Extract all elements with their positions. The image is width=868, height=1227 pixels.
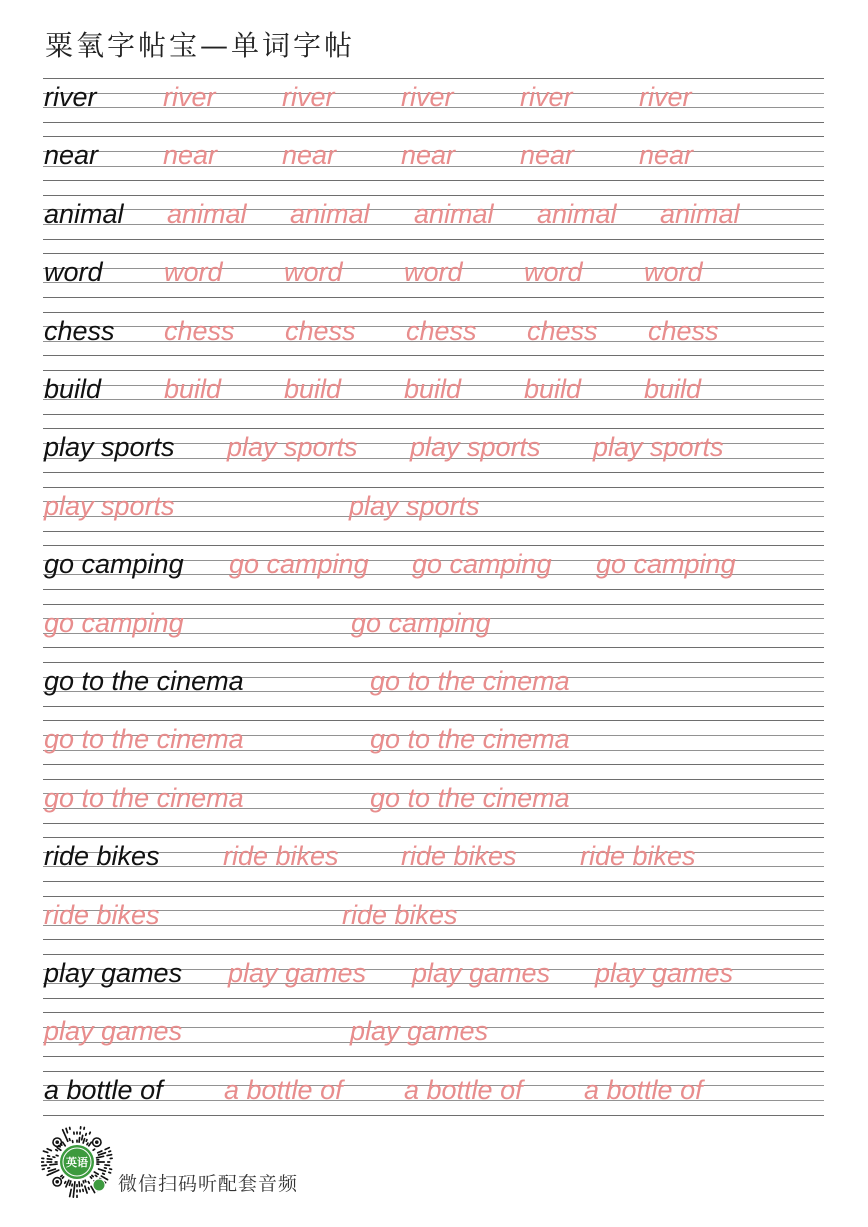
- qr-module: [85, 1186, 86, 1188]
- trace-word: go to the cinema: [370, 666, 570, 696]
- qr-module: [90, 1142, 91, 1143]
- practice-row: [0, 78, 868, 123]
- practice-row: [0, 1071, 868, 1116]
- qr-module: [59, 1149, 60, 1150]
- ruling-line: [43, 764, 824, 765]
- qr-module: [94, 1191, 95, 1193]
- qr-module: [65, 1182, 66, 1184]
- trace-word: animal: [290, 198, 370, 229]
- qr-module: [86, 1140, 87, 1142]
- mini-program-code-icon: [41, 1126, 113, 1198]
- practice-row: [0, 487, 868, 532]
- model-word: animal: [44, 198, 124, 229]
- qr-module: [83, 1141, 84, 1143]
- trace-word: a bottle of: [404, 1074, 523, 1105]
- ruling-line: [43, 647, 824, 648]
- qr-module: [98, 1152, 100, 1153]
- trace-word: word: [524, 257, 583, 288]
- trace-word: play sports: [593, 432, 724, 463]
- ruling-line: [43, 896, 824, 897]
- practice-row: [0, 545, 868, 590]
- qr-module: [108, 1148, 110, 1149]
- ruling-line: [43, 531, 824, 532]
- ruling-line: [43, 939, 824, 940]
- model-word: ride bikes: [44, 841, 160, 872]
- trace-word: animal: [660, 198, 740, 229]
- qr-module: [69, 1184, 70, 1186]
- trace-word: near: [401, 140, 456, 171]
- qr-module: [91, 1186, 92, 1188]
- model-word: go to the cinema: [44, 666, 244, 696]
- trace-word: go camping: [596, 549, 736, 580]
- qr-module: [64, 1144, 65, 1145]
- qr-module: [57, 1170, 59, 1171]
- qr-module: [70, 1181, 71, 1183]
- qr-module: [57, 1148, 58, 1149]
- qr-module: [92, 1189, 93, 1191]
- qr-module: [62, 1177, 63, 1178]
- trace-word: chess: [285, 315, 356, 346]
- practice-row: [0, 662, 868, 707]
- qr-module: [88, 1188, 89, 1190]
- model-word: play sports: [44, 432, 175, 463]
- ruling-line: [43, 1056, 824, 1057]
- qr-module: [93, 1149, 94, 1150]
- ruling-line: [43, 720, 824, 721]
- trace-word: ride bikes: [401, 841, 517, 872]
- practice-row: [0, 779, 868, 824]
- trace-word: word: [284, 257, 343, 288]
- qr-module: [101, 1176, 103, 1177]
- trace-word: animal: [537, 198, 617, 229]
- qr-module: [99, 1154, 101, 1155]
- qr-finder-dot: [55, 1180, 59, 1184]
- ruling-line: [43, 355, 824, 356]
- practice-row: [0, 604, 868, 649]
- qr-module: [89, 1144, 90, 1145]
- qr-module: [64, 1132, 65, 1134]
- qr-module: [67, 1183, 68, 1185]
- trace-word: go camping: [229, 549, 369, 580]
- trace-word: go to the cinema: [44, 782, 244, 813]
- qr-module: [90, 1132, 91, 1134]
- qr-module: [66, 1128, 67, 1130]
- trace-word: go to the cinema: [370, 782, 570, 813]
- qr-module: [104, 1177, 106, 1178]
- qr-module: [68, 1180, 69, 1182]
- ruling-line: [43, 239, 824, 240]
- model-word: word: [44, 257, 103, 288]
- qr-module: [105, 1149, 107, 1150]
- trace-word: near: [163, 140, 218, 171]
- trace-word: ride bikes: [580, 841, 696, 872]
- qr-module: [87, 1191, 88, 1193]
- ruling-line: [43, 662, 824, 663]
- qr-module: [94, 1172, 96, 1173]
- trace-word: chess: [164, 315, 235, 346]
- trace-word: word: [164, 257, 223, 288]
- qr-module: [104, 1153, 106, 1154]
- qr-module: [103, 1173, 105, 1174]
- qr-module: [65, 1135, 66, 1137]
- trace-word: play games: [228, 958, 367, 988]
- qr-module: [50, 1150, 52, 1151]
- trace-word: go to the cinema: [370, 724, 570, 755]
- trace-word: play games: [595, 958, 734, 988]
- practice-row: [0, 253, 868, 298]
- qr-module: [43, 1151, 45, 1152]
- ruling-line: [43, 180, 824, 181]
- qr-module: [67, 1131, 68, 1133]
- qr-module: [50, 1173, 52, 1174]
- qr-module: [56, 1155, 58, 1156]
- qr-module: [55, 1171, 57, 1172]
- ruling-line: [43, 312, 824, 313]
- qr-module: [101, 1170, 103, 1171]
- qr-module: [97, 1173, 99, 1174]
- trace-word: ride bikes: [44, 899, 160, 930]
- qr-module: [67, 1140, 68, 1142]
- footer-caption: 微信扫码听配套音频: [118, 1173, 299, 1195]
- trace-word: chess: [406, 315, 477, 346]
- qr-module: [109, 1151, 111, 1152]
- trace-word: word: [404, 257, 463, 288]
- qr-module: [87, 1143, 88, 1145]
- trace-word: play sports: [410, 432, 541, 463]
- trace-word: play sports: [44, 490, 175, 521]
- trace-word: ride bikes: [223, 841, 339, 872]
- trace-word: chess: [648, 315, 719, 346]
- practice-row: [0, 136, 868, 181]
- trace-word: build: [404, 374, 462, 404]
- model-word: play games: [44, 958, 183, 988]
- qr-module: [95, 1175, 96, 1176]
- trace-word: ride bikes: [342, 899, 458, 930]
- trace-word: build: [164, 374, 222, 404]
- qr-module: [109, 1172, 111, 1173]
- qr-module: [63, 1130, 64, 1132]
- ruling-line: [43, 589, 824, 590]
- qr-module: [86, 1134, 87, 1136]
- ruling-line: [43, 1115, 824, 1116]
- trace-word: near: [639, 140, 694, 171]
- trace-word: river: [520, 82, 573, 112]
- trace-word: go camping: [44, 607, 184, 638]
- qr-finder-dot: [95, 1140, 99, 1144]
- practice-row: [0, 1012, 868, 1057]
- qr-module: [86, 1189, 87, 1191]
- qr-finder-dot: [55, 1140, 59, 1144]
- qr-module: [47, 1175, 49, 1176]
- qr-module: [56, 1150, 58, 1151]
- trace-word: play games: [412, 958, 551, 988]
- trace-word: go camping: [412, 549, 552, 580]
- qr-badge-icon: [93, 1179, 105, 1191]
- trace-word: play sports: [349, 490, 480, 521]
- trace-word: near: [282, 140, 337, 171]
- qr-module: [88, 1182, 89, 1184]
- qr-module: [66, 1185, 67, 1187]
- qr-module: [63, 1142, 64, 1143]
- practice-row: [0, 896, 868, 941]
- qr-module: [47, 1149, 49, 1150]
- qr-module: [106, 1179, 108, 1180]
- trace-word: chess: [527, 315, 598, 346]
- trace-word: build: [284, 374, 342, 404]
- trace-word: play sports: [227, 432, 358, 463]
- model-word: go camping: [44, 549, 184, 580]
- qr-module: [104, 1171, 106, 1172]
- qr-module: [84, 1139, 85, 1141]
- qr-module: [69, 1139, 70, 1141]
- qr-module: [51, 1170, 53, 1171]
- ruling-line: [43, 136, 824, 137]
- qr-module: [92, 1175, 93, 1176]
- model-word: river: [44, 82, 97, 112]
- trace-word: animal: [167, 198, 247, 229]
- practice-row: [0, 312, 868, 357]
- qr-module: [52, 1172, 54, 1173]
- practice-row: [0, 370, 868, 415]
- trace-word: build: [644, 374, 702, 404]
- ruling-line: [43, 414, 824, 415]
- ruling-line: [43, 297, 824, 298]
- trace-word: river: [639, 82, 692, 112]
- ruling-line: [43, 998, 824, 999]
- trace-word: build: [524, 374, 582, 404]
- ruling-line: [43, 428, 824, 429]
- practice-row: [0, 954, 868, 999]
- practice-row: [0, 837, 868, 882]
- qr-module: [100, 1151, 102, 1152]
- model-word: build: [44, 374, 102, 404]
- trace-word: near: [520, 140, 575, 171]
- practice-row: [0, 720, 868, 765]
- ruling-line: [43, 122, 824, 123]
- page-title: 粟氧字帖宝—单词字帖: [45, 29, 356, 62]
- ruling-line: [43, 706, 824, 707]
- ruling-line: [43, 1012, 824, 1013]
- trace-word: word: [644, 257, 703, 288]
- ruling-line: [43, 487, 824, 488]
- trace-word: a bottle of: [224, 1074, 343, 1105]
- trace-word: a bottle of: [584, 1074, 703, 1105]
- ruling-line: [43, 78, 824, 79]
- trace-word: go camping: [351, 607, 491, 638]
- qr-logo-text: 英语: [66, 1156, 88, 1169]
- qr-module: [46, 1152, 48, 1153]
- qr-module: [99, 1169, 101, 1170]
- ruling-line: [43, 545, 824, 546]
- qr-module: [61, 1175, 62, 1176]
- practice-row: [0, 195, 868, 240]
- trace-word: river: [282, 82, 335, 112]
- qr-module: [49, 1171, 51, 1172]
- model-word: a bottle of: [44, 1074, 163, 1105]
- trace-word: go to the cinema: [44, 724, 244, 755]
- qr-module: [90, 1177, 91, 1178]
- ruling-line: [43, 253, 824, 254]
- model-word: chess: [44, 315, 115, 346]
- qr-module: [54, 1169, 56, 1170]
- ruling-line: [43, 779, 824, 780]
- trace-word: play games: [350, 1016, 489, 1047]
- trace-word: river: [163, 82, 216, 112]
- ruling-line: [43, 472, 824, 473]
- qr-module: [101, 1154, 103, 1155]
- model-word: near: [44, 140, 99, 171]
- qr-module: [66, 1137, 67, 1139]
- ruling-line: [43, 370, 824, 371]
- ruling-line: [43, 954, 824, 955]
- ruling-line: [43, 604, 824, 605]
- trace-word: play games: [44, 1016, 183, 1047]
- practice-row: [0, 428, 868, 473]
- qr-module: [83, 1181, 84, 1183]
- trace-word: river: [401, 82, 454, 112]
- ruling-line: [43, 837, 824, 838]
- trace-word: animal: [414, 198, 494, 229]
- ruling-line: [43, 881, 824, 882]
- qr-module: [85, 1180, 86, 1182]
- ruling-line: [43, 1071, 824, 1072]
- ruling-line: [43, 195, 824, 196]
- ruling-line: [43, 823, 824, 824]
